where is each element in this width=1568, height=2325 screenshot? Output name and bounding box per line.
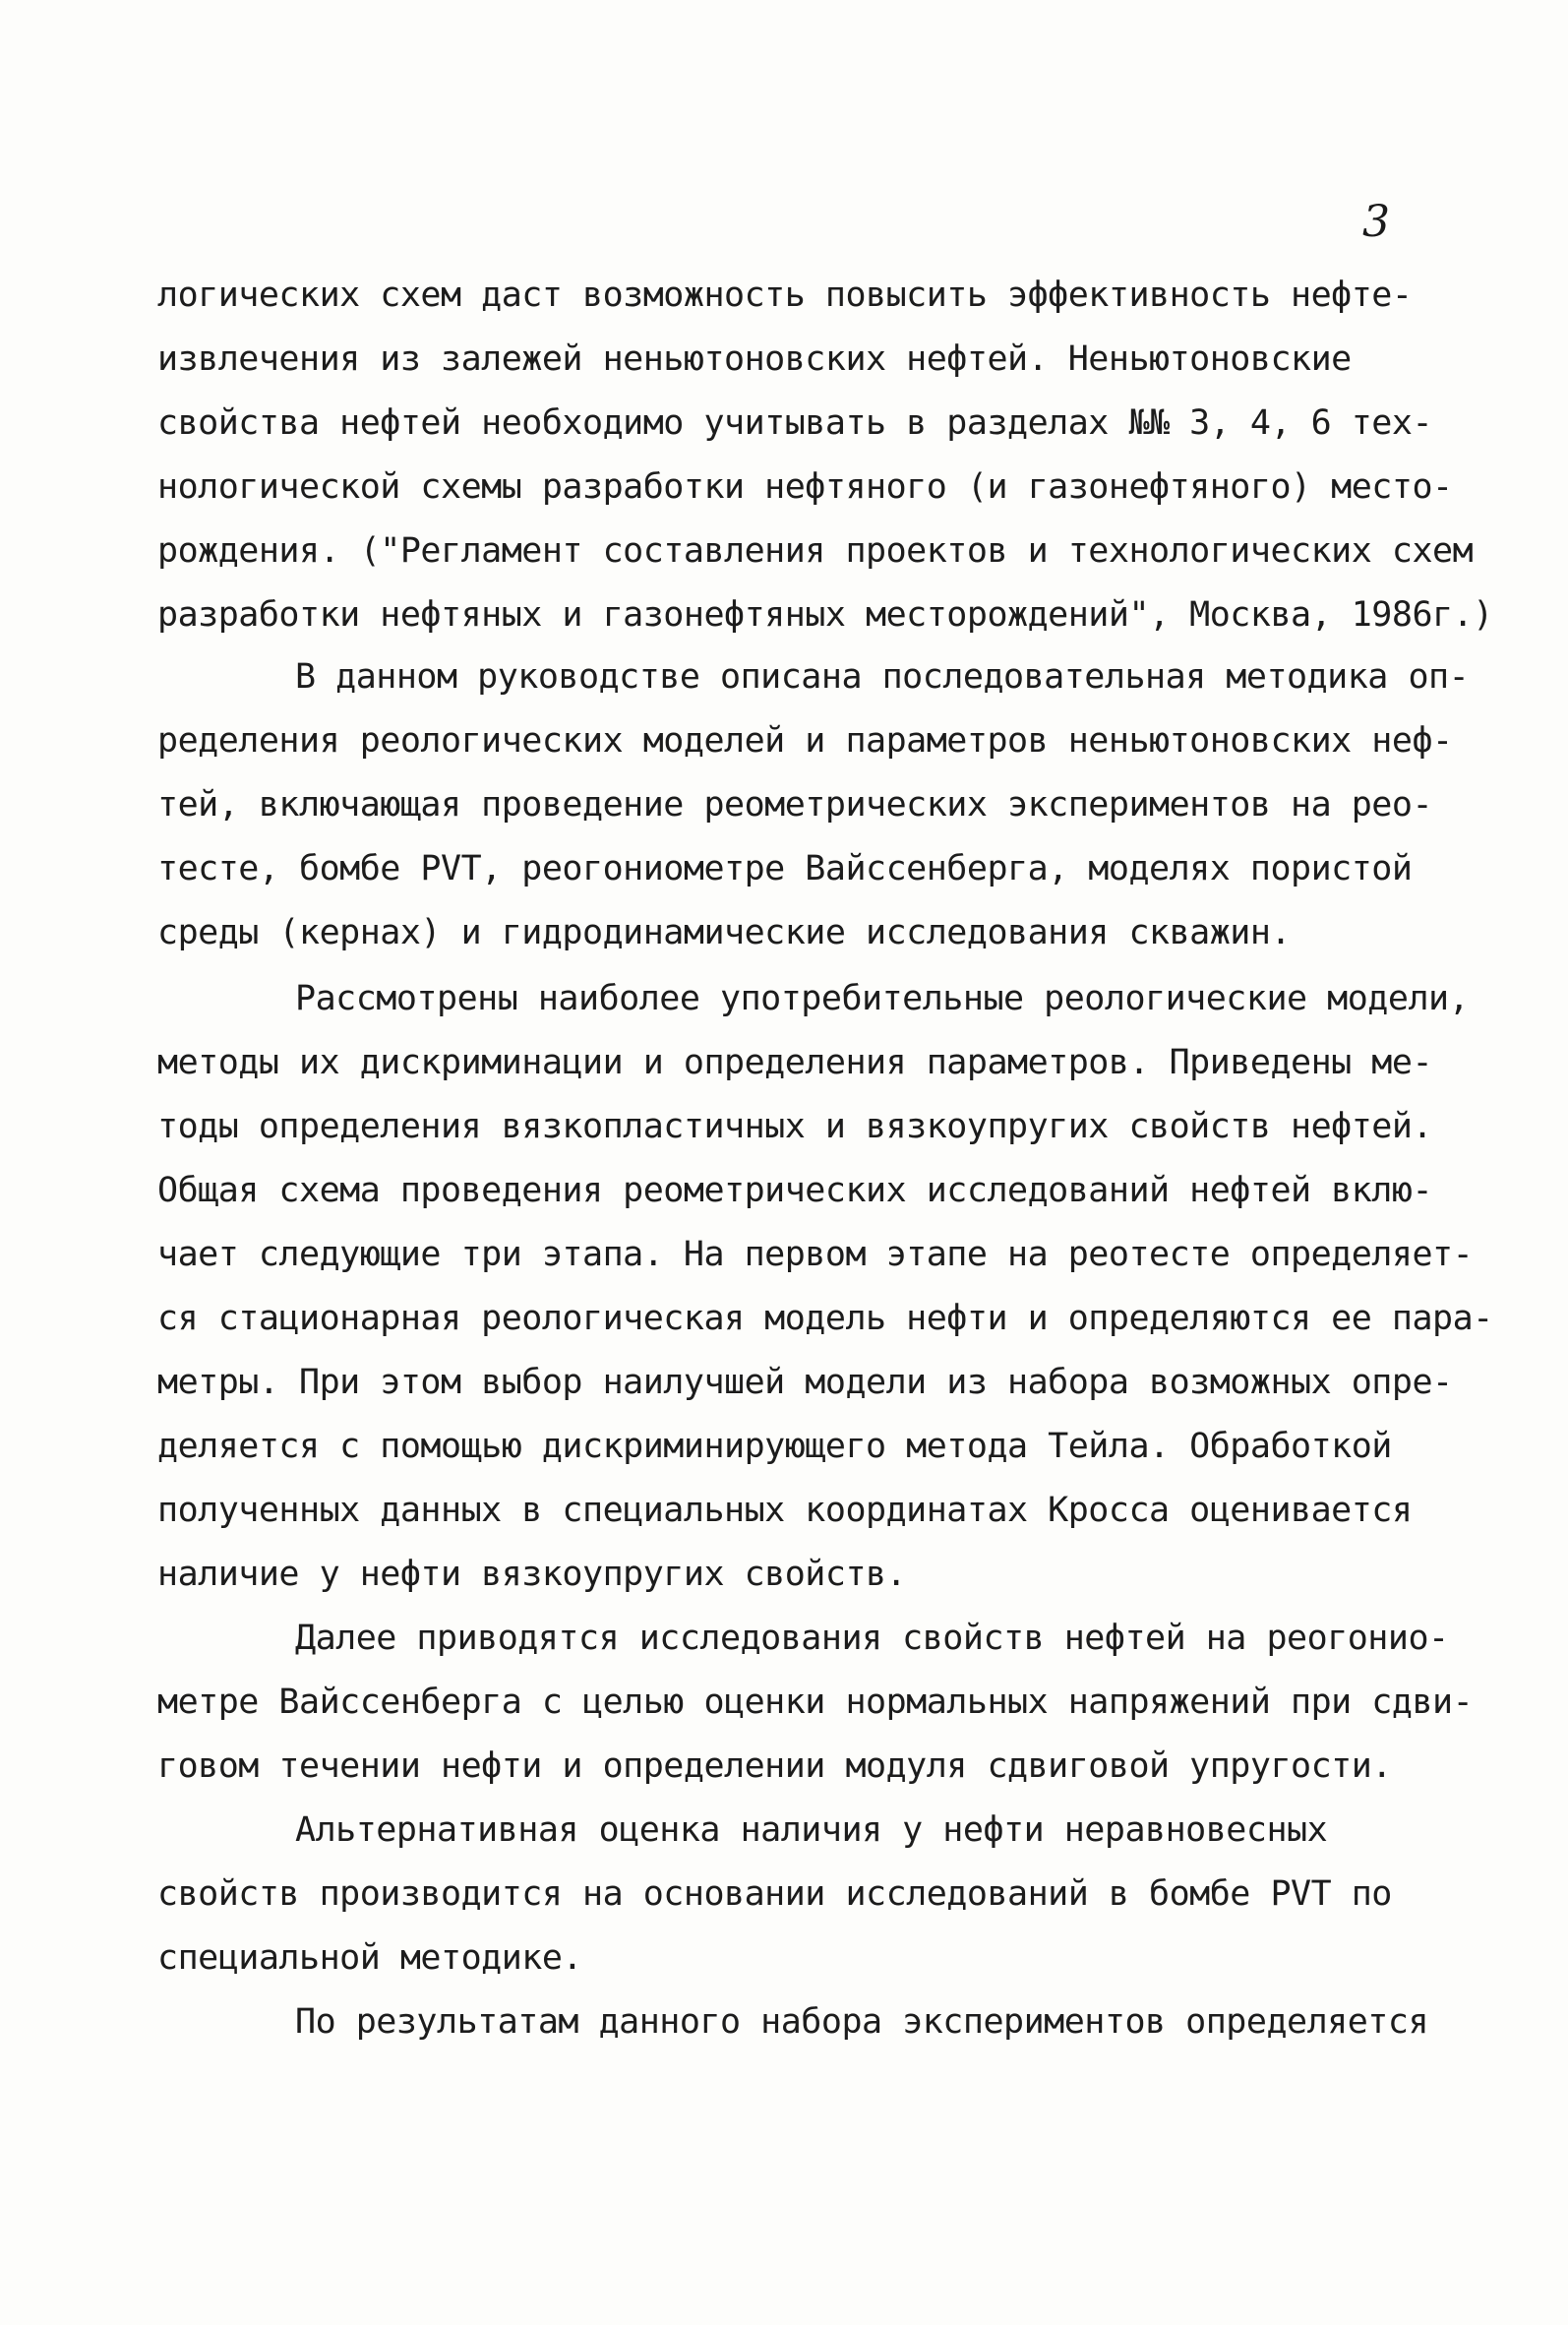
text-line: методы их дискриминации и определения параметров. Приведены ме- [157,1043,1433,1082]
text-line: метры. При этом выбор наилучшей модели из набора возможных опре- [157,1363,1453,1402]
text-line: специальной методике. [157,1938,583,1978]
text-line: рождения. ("Регламент составления проектов и технологических схем [157,531,1474,571]
text-line: Далее приводятся исследования свойств нефтей на реогонио- [295,1619,1449,1658]
text-line: тей, включающая проведение реометрических экспериментов на рео- [157,785,1433,825]
text-line: наличие у нефти вязкоупругих свойств. [157,1555,907,1594]
page-number: 3 [1362,197,1390,247]
text-line: тоды определения вязкопластичных и вязкоупругих свойств нефтей. [157,1107,1433,1146]
text-line: По результатам данного набора экспериментов определяется [295,2002,1429,2042]
text-line: чает следующие три этапа. На первом этапе на реотесте определяет- [157,1235,1474,1274]
text-line: метре Вайссенберга с целью оценки нормальных напряжений при сдви- [157,1683,1474,1722]
text-line: Альтернативная оценка наличия у нефти неравновесных [295,1810,1328,1850]
text-line: разработки нефтяных и газонефтяных месторождений", Москва, 1986г.) [157,595,1493,635]
text-line: ределения реологических моделей и параметров неньютоновских неф- [157,721,1453,761]
text-line: Общая схема проведения реометрических исследований нефтей вклю- [157,1171,1433,1210]
text-line: деляется с помощью дискриминирующего метода Тейла. Обработкой [157,1427,1392,1466]
text-line: говом течении нефти и определении модуля сдвиговой упругости. [157,1746,1392,1786]
text-line: извлечения из залежей неньютоновских нефтей. Неньютоновские [157,339,1352,379]
text-line: полученных данных в специальных координатах Кросса оценивается [157,1491,1413,1530]
text-line: тесте, бомбе PVT, реогониометре Вайссенберга, моделях пористой [157,849,1413,888]
text-line: ся стационарная реологическая модель нефти и определяются ее пара- [157,1299,1493,1338]
text-line: нологической схемы разработки нефтяного (и газонефтяного) место- [157,467,1453,507]
text-line: логических схем даст возможность повысить эффективность нефте- [157,275,1413,315]
text-line: свойства нефтей необходимо учитывать в разделах №№ 3, 4, 6 тех- [157,403,1433,443]
text-line: Рассмотрены наиболее употребительные реологические модели, [295,979,1470,1018]
text-line: В данном руководстве описана последовательная методика оп- [295,657,1470,697]
text-line: среды (кернах) и гидродинамические исследования скважин. [157,913,1292,952]
text-line: свойств производится на основании исследований в бомбе PVT по [157,1874,1392,1914]
